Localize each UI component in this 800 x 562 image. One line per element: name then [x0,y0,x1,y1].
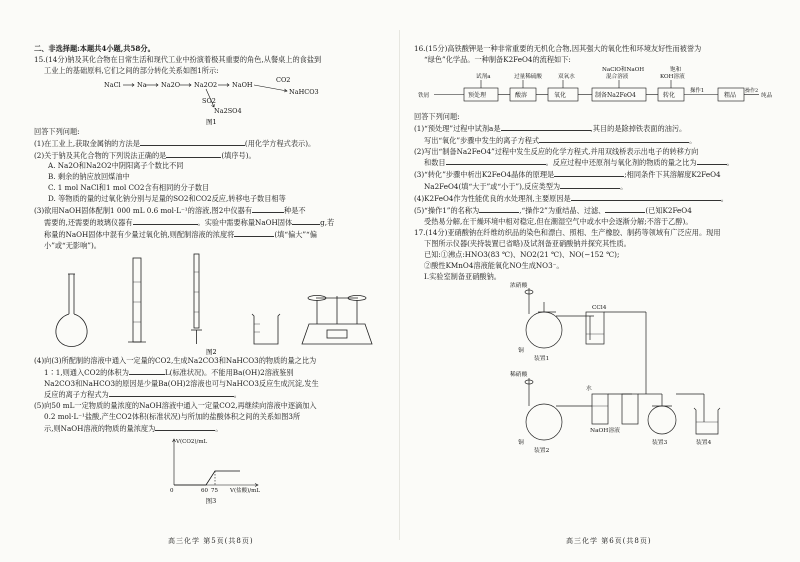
q15-5-text-c: 示,则NaOH溶液的物质的量浓度为 [44,424,156,434]
app-label-conc-hno3: 浓硝酸 [510,283,528,290]
fig3-x-label: V(盐酸)/mL [230,488,260,495]
q15-2-option-c: C. 1 mol NaCl和1 mol CO2含有相同的分子数目 [48,183,210,193]
app-label-naoh: NaOH溶液 [590,428,620,435]
fig3-curve [174,471,240,485]
q15-3-text-d: 。实验中需要称量NaOH固体 [197,217,293,227]
q15-4-blank-a [129,367,165,375]
q16-3-text-c: Na2FeO4(填“大于”或“小于”),反应类型为 [424,182,561,192]
apparatus-4-icon [676,394,720,434]
q15-2-blank [166,150,221,158]
beaker-icon [252,314,280,344]
fig3-tick-75: 75 [211,488,218,495]
fig1-co2: CO2 [276,76,291,84]
burette-icon [191,254,202,344]
q15-3-blank-d [234,229,274,237]
app-label-device-4: 装置4 [696,440,712,447]
q16-4-text-a: (4)K2FeO4作为性能优良的水处理剂,主要原因是 [414,194,571,204]
q15-5-blank [155,423,215,431]
flow-box-convert-label: 转化 [663,91,676,99]
q15-3-text-h: 小”或“无影响”)。 [44,240,101,250]
flow-label-mix: 混合溶液 [606,73,629,80]
q15-1-tail: (用化学方程式表示)。 [244,138,316,148]
figure-1-conversion [34,77,388,127]
q15-4-text-b: 1∶1,则通入CO2的体积为 [44,367,129,377]
q15-3-text-b: 种是不 [284,206,306,216]
fig3-caption: 图3 [205,497,217,506]
q15-3-text: (3)欲用NaOH固体配制1 000 mL 0.6 mol·L⁻¹的溶液,图2中仪器有 [34,206,253,216]
q16-2-blank-a [446,157,546,165]
q17-intro-1: 17.(14分)亚硝酸钠在纤维纺织品的染色和漂白、照相、生产橡胶、制药等领域有广泛应用。现用 [414,227,721,237]
flow-op2-label: 操作2 [745,87,759,94]
q15-5-text-a: (5)向50 mL一定物质的量浓度的NaOH溶液中通入一定量CO2,再继续向溶液中逐滴加入 [34,401,317,411]
q16-5-text-b: ,“操作2”为重结晶、过滤、 [519,206,606,216]
left-footer: 高三化学 第5页(共8页) [168,537,254,545]
q15-4-text-c: L(标准状况)。不能用Ba(OH)2溶液鉴别 [164,367,294,377]
q16-2-text-d: 。 [726,158,734,168]
q17-part-1: Ⅰ.实验室制备亚硝酸钠。 [424,271,501,281]
q15-2-option-b: B. 剩余的钠应放回煤油中 [48,172,130,182]
q15-intro-2: 工业上的基础原料,它们之间的部分转化关系如图1所示: [44,65,219,75]
fig1-caption: 图1 [206,117,217,126]
q16-3-text-b: ;相同条件下其溶解度K2FeO4 [624,170,721,180]
q15-3-blank-a [252,205,284,213]
q16-3-text-a: (3)“转化”步骤中析出K2FeO4晶体的原理是 [414,170,555,180]
q16-2-blank-b [697,157,727,165]
q17-known-1: 已知:①沸点:HNO3(83 ℃)、NO2(21 ℃)、NO(−152 ℃); [424,249,620,259]
q17-known-2: ②酸性KMnO4溶液能氧化NO生成NO3⁻。 [424,260,564,270]
q16-5-blank-a [479,205,519,213]
fig2-caption: 图2 [206,347,217,356]
q15-4-text-d: Na2CO3和NaHCO3的原因是少量Ba(OH)2溶液也可与NaHCO3反应生成沉淀,发生 [44,378,319,388]
volumetric-flask-icon [56,274,87,347]
q15-3-blank-b [133,217,198,225]
right-footer: 高三化学 第6页(共8页) [566,537,652,545]
apparatus-1-icon [525,288,604,348]
q16-3-text-d: 。 [620,182,628,192]
q16-1-blank-a [501,123,591,131]
q16-3-blank-a [554,169,624,177]
fig1-na2o: Na2O [161,80,181,89]
q15-5-text-d: 。 [215,424,223,434]
q16-1-text-a: (1)“预处理”过程中试剂a是 [414,123,501,133]
q15-prompt: 回答下列问题: [34,126,80,136]
q15-2-option-d: D. 等物质的量的过氧化钠分别与足量的SO2和CO2反应,转移电子数目相等 [48,194,286,204]
apparatus-2-icon [525,378,592,440]
figure-q16-flow [414,66,780,112]
fig3-tick-0: 0 [170,488,174,495]
q15-4-text-f: 。 [233,390,241,400]
q15-2-option-a: A. Na2O和Na2O2中阴阳离子个数比不同 [48,161,184,171]
q16-intro-2: “绿色”化学品。一种制备K2FeO4的流程如下: [424,54,571,64]
q15-intro-1: 15.(14分)钠及其化合物在日常生活和现代工业中扮演着极其重要的角色,从餐桌上的食盐到 [34,54,322,64]
fig1-na: Na [137,80,147,89]
q16-1-text-d: 。 [689,135,697,145]
flow-label-naclo: NaClO和NaOH [602,66,645,73]
apparatus-3-icon [592,312,676,434]
app-label-cu-1: 铜 [518,348,524,355]
q17-intro-2: 下图所示仪器(夹持装置已省略)及试剂备亚硝酸钠并探究其性质。 [424,238,631,248]
measuring-cylinder-icon [128,258,146,342]
q15-2-tail: (填序号)。 [221,150,256,160]
figure-2-apparatus [34,252,388,356]
q16-1-blank-b [539,135,689,143]
q16-2-text-a: (2)写出“制备Na2FeO4”过程中发生反应的化学方程式,并用双线桥表示出电子的转移方向 [414,146,699,156]
fig3-tick-60: 60 [201,488,208,495]
app-label-dil-hno3: 稀硝酸 [510,372,528,379]
q15-4-text-e: 反应的离子方程式为 [44,390,109,400]
balance-icon [302,295,372,344]
q16-1-text-b: ,其目的是除掉铁表面的油污。 [590,123,687,133]
fig1-nahco3: NaHCO3 [289,87,319,96]
flow-op1-label: 操作1 [690,87,705,94]
app-label-water: 水 [586,386,592,393]
flow-label-a: 试剂a [476,73,491,80]
q16-2-text-c: 。反应过程中还原剂与氧化剂的物质的量之比为 [545,158,697,168]
figure-3-graph [34,435,388,497]
fig1-na2o2: Na2O2 [194,80,218,89]
app-label-device-1: 装置1 [534,356,550,363]
fig3-y-label: V(CO2)/mL [176,439,208,446]
q16-4-text-b: 。 [720,194,728,204]
q16-1-text-c: 写出“氧化”步骤中发生的离子方程式 [424,135,540,145]
q16-2-text-b: 和数目 [424,158,446,168]
right-page [400,0,800,562]
app-label-cu-2: 铜 [518,440,524,447]
q16-prompt: 回答下列问题: [414,111,460,121]
flow-label-acid: 过量稀硫酸 [514,73,542,80]
flow-start: 铁屑 [418,92,430,99]
q15-4-blank-b [109,389,234,397]
q16-5-text-c: (已知K2FeO4 [645,206,692,216]
flow-label-sat: 饱和 [670,66,682,73]
q15-3-blank-c [292,217,320,225]
app-label-device-3: 装置3 [652,440,668,447]
app-label-device-2: 装置2 [534,448,550,455]
q15-3-text-e: g,若 [320,217,335,227]
q15-5-text-b: 0.2 mol·L⁻¹盐酸,产生CO2体积(标准状况)与所加的盐酸体积之间的关系如图3所 [44,412,301,422]
q16-5-blank-b [605,205,645,213]
q15-3-text-g: (填“偏大”“偏 [274,229,317,239]
q15-3-text-c: 需要的,还需要的玻璃仪器有 [44,217,133,227]
q15-4-text-a: (4)向(3)所配制的溶液中通入一定量的CO2,生成Na2CO3和NaHCO3的物质的量之比为 [34,355,317,365]
fig1-so2: SO2 [202,96,216,105]
q16-intro-1: 16.(15分)高铁酸钾是一种非常重要的无机化合物,因其强大的氧化性和环境友好性而被誉为 [414,44,702,53]
flow-box-prepare-label: 制备Na2FeO4 [595,91,636,99]
q15-1-blank [140,138,245,146]
fig1-naoh: NaOH [232,80,253,89]
q16-5-text-a: (5)“操作1”的名称为 [414,206,480,216]
flow-box-crude-label: 粗品 [724,91,737,99]
section-title: 二、非选择题:本题共4小题,共58分。 [34,44,155,53]
flow-label-h2o2: 双氧水 [558,73,575,80]
fig1-na2so4: Na2SO4 [214,106,242,115]
app-label-ccl4: CCl4 [592,305,607,312]
q15-3-text-f: 称量的NaOH固体中混有少量过氧化钠,则配制溶液的浓度将 [44,229,235,239]
fig1-nacl: NaCl [104,80,121,89]
flow-box-oxidize-label: 氧化 [554,91,567,99]
flow-label-koh: KOH溶液 [660,73,685,80]
flow-box-acid-label: 酸溶 [515,91,528,99]
flow-box-pretreat-label: 预处理 [468,91,487,99]
q16-3-blank-b [560,181,620,189]
flow-end: 纯品 [761,92,773,99]
figure-q17-apparatus [414,282,780,458]
q15-1-text: (1)在工业上,获取金属钠的方法是 [34,138,140,148]
q16-5-text-d: 受热易分解,在干燥环境中相对稳定,但在潮湿空气中或水中会逐渐分解;不溶于乙醇)。 [424,216,693,226]
q16-4-blank [571,193,721,201]
q15-2-text: (2)关于钠及其化合物的下列说法正确的是 [34,150,167,160]
